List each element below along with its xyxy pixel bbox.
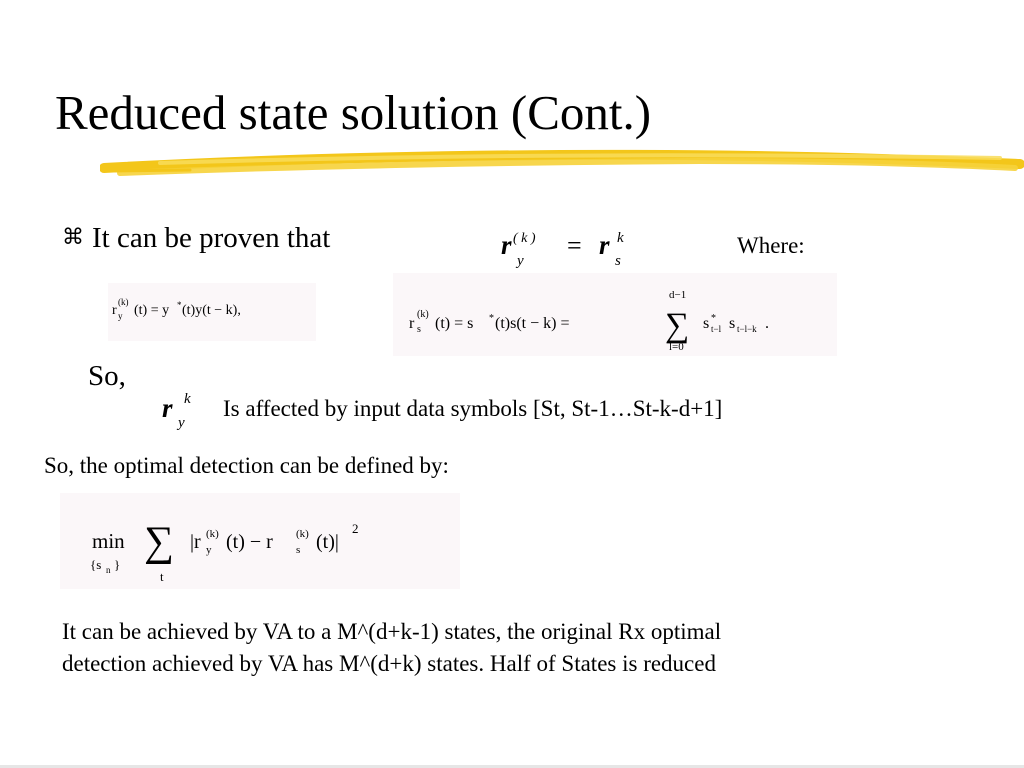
- svg-text:(t) − r: (t) − r: [226, 531, 273, 553]
- equation-ry-equals-rs: [495, 222, 655, 270]
- svg-text:{s: {s: [90, 557, 102, 572]
- svg-text:∑: ∑: [144, 519, 174, 565]
- conclusion-paragraph: [62, 616, 942, 680]
- svg-text:(t)y(t − k),: (t)y(t − k),: [182, 303, 241, 318]
- svg-text:r: r: [162, 393, 173, 423]
- svg-text:(k): (k): [417, 309, 429, 320]
- svg-text:}: }: [114, 557, 121, 572]
- svg-text:.: .: [765, 315, 769, 332]
- svg-text:*: *: [489, 313, 494, 324]
- svg-text:t−l: t−l: [711, 324, 722, 334]
- svg-text:2: 2: [352, 521, 359, 536]
- svg-text:l=0: l=0: [669, 341, 684, 353]
- svg-text:d−1: d−1: [669, 289, 687, 301]
- conclusion-line-2: detection achieved by VA has M^(d+k) states. Half of States is reduced: [62, 651, 716, 676]
- z-bullet-icon: ⌘: [62, 225, 84, 250]
- conclusion-line-1: It can be achieved by VA to a M^(d+k-1) states, the original Rx optimal: [62, 619, 722, 644]
- slide-title: Reduced state solution (Cont.): [55, 85, 652, 140]
- where-label: Where:: [737, 233, 805, 258]
- svg-text:s: s: [729, 315, 736, 332]
- svg-text:s: s: [417, 324, 421, 335]
- svg-text:y: y: [517, 253, 524, 269]
- svg-text:y: y: [178, 415, 185, 431]
- optimal-detection-text: So, the optimal detection can be defined by:: [44, 453, 449, 478]
- highlighter-stroke: [100, 146, 1024, 188]
- svg-text:=: =: [567, 231, 582, 260]
- svg-text:t−l−k: t−l−k: [737, 324, 757, 334]
- svg-text:s: s: [615, 253, 621, 269]
- svg-text:s: s: [296, 544, 301, 556]
- equation-ry-definition: [108, 283, 316, 341]
- svg-text:(k): (k): [118, 297, 129, 307]
- svg-text:n: n: [106, 565, 111, 575]
- svg-text:s: s: [703, 315, 710, 332]
- svg-text:k: k: [184, 391, 191, 407]
- bullet-item: [62, 222, 330, 255]
- svg-text:y: y: [118, 311, 123, 321]
- svg-text:k: k: [617, 230, 624, 246]
- bullet-text: It can be proven that: [92, 222, 331, 254]
- svg-text:|r: |r: [190, 531, 201, 553]
- affected-text: Is affected by input data symbols [St, St-1…St-k-d+1]: [223, 396, 723, 421]
- svg-text:(t)s(t − k) =: (t)s(t − k) =: [495, 315, 570, 332]
- svg-text:min: min: [92, 529, 125, 553]
- svg-text:r: r: [112, 303, 117, 318]
- svg-text:y: y: [206, 544, 212, 556]
- svg-text:*: *: [177, 300, 182, 310]
- svg-text:(t) = s: (t) = s: [435, 315, 474, 332]
- svg-text:r: r: [501, 230, 512, 260]
- equation-minimization: [60, 493, 460, 589]
- svg-text:t: t: [160, 569, 164, 584]
- svg-text:(t) = y: (t) = y: [134, 303, 170, 318]
- so-label: So,: [88, 360, 126, 392]
- equation-rs-definition: [393, 273, 837, 356]
- svg-text:(k): (k): [296, 528, 309, 540]
- svg-text:( k ): ( k ): [513, 231, 536, 246]
- svg-text:(k): (k): [206, 528, 219, 540]
- svg-text:r: r: [599, 230, 610, 260]
- svg-text:r: r: [409, 315, 415, 332]
- svg-text:∑: ∑: [665, 307, 690, 344]
- svg-text:*: *: [711, 313, 716, 324]
- equation-ry-k: [158, 385, 208, 433]
- svg-text:(t)|: (t)|: [316, 531, 339, 553]
